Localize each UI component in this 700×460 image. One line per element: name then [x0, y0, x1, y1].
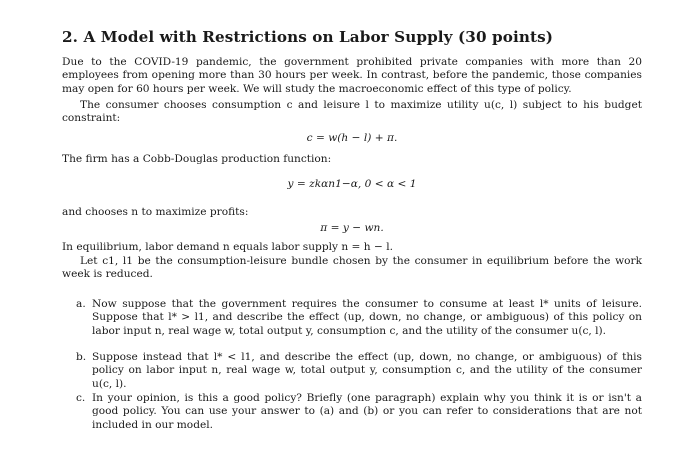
production-equation: y = zkαn1−α, 0 < α < 1	[287, 178, 417, 190]
consumer-paragraph: The consumer chooses consumption c and leisure l to maximize utility u(c, l) subject to his budget constraint:	[62, 99, 642, 125]
bundle-paragraph: Let c1, l1 be the consumption-leisure bundle chosen by the consumer in equilibrium before the work week is reduced.	[62, 255, 642, 281]
firm-paragraph: The firm has a Cobb-Douglas production function:	[62, 153, 332, 165]
budget-equation: c = w(h − l) + π.	[306, 132, 398, 144]
question-marker-b: b.	[76, 351, 87, 363]
question-text-b: Suppose instead that l* < l1, and describe the effect (up, down, no change, or ambiguous) of this policy on labor input n, real wage w, total output y, consumption c, and the utility of the consumer u(c, l).	[92, 351, 642, 390]
profit-equation: π = y − wn.	[320, 222, 384, 234]
intro-paragraph: Due to the COVID-19 pandemic, the government prohibited private companies with more than 20 employees from opening more than 30 hours per week. In contrast, before the pandemic, those companies may open for 60 hours per week. We will study the macroeconomic effect of this type of policy.	[62, 56, 642, 95]
question-text-c: In your opinion, is this a good policy? Briefly (one paragraph) explain why you think it is or isn't a good policy. You can use your answer to (a) and (b) or you can refer to considerations that are not included in our model.	[92, 392, 642, 431]
problem-title: 2. A Model with Restrictions on Labor Supply (30 points)	[62, 28, 554, 46]
question-item-a	[62, 298, 642, 338]
question-marker-a: a.	[76, 298, 86, 310]
profit-intro: and chooses n to maximize profits:	[62, 206, 249, 218]
question-item-c	[62, 392, 642, 432]
question-item-b	[62, 351, 642, 391]
equilibrium-paragraph: In equilibrium, labor demand n equals labor supply n = h − l.	[62, 241, 393, 253]
question-text-a: Now suppose that the government requires the consumer to consume at least l* units of leisure. Suppose that l* > l1, and describe the effect (up, down, no change, or ambiguous) of this policy on labor input n, real wage w, total output y, consumption c, and the utility of the consumer u(c, l).	[92, 298, 642, 337]
question-marker-c: c.	[76, 392, 86, 404]
